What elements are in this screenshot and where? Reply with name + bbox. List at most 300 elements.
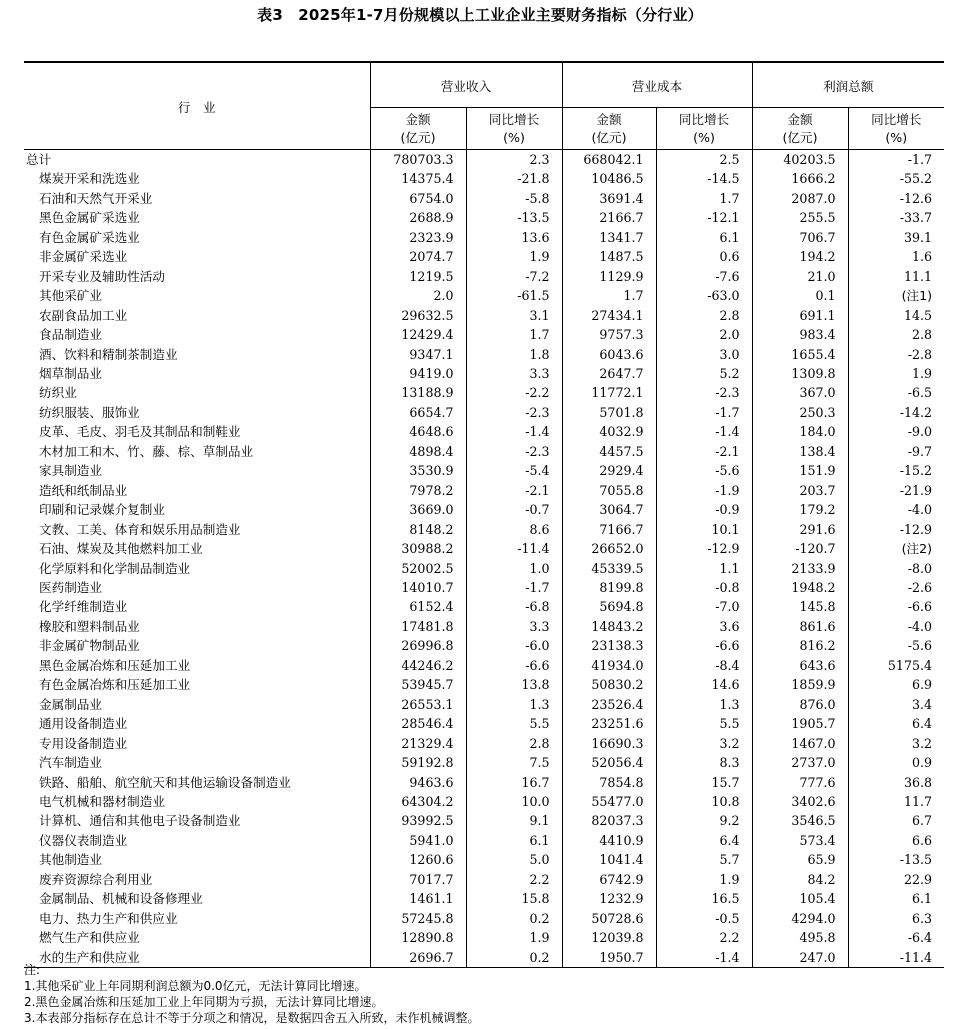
cost-growth-cell: 10.8 [656,792,752,811]
header-industry: 行 业 [24,62,370,150]
revenue-growth-cell: 0.2 [466,909,562,928]
profit-amount-cell: 3546.5 [752,811,848,830]
revenue-amount-cell: 57245.8 [370,909,466,928]
cost-amount-cell: 7166.7 [562,520,656,539]
cost-amount-cell: 11772.1 [562,383,656,402]
profit-growth-cell: -55.2 [848,169,944,188]
cost-amount-cell: 668042.1 [562,150,656,170]
table-row [24,286,944,305]
industry-name: 铁路、船舶、航空航天和其他运输设备制造业 [39,774,291,790]
table-body [24,150,944,968]
footnote-1: 1.其他采矿业上年同期利润总额为0.0亿元，无法计算同比增速。 [24,979,367,993]
revenue-growth-cell: 3.3 [466,617,562,636]
table-row [24,811,944,830]
cost-amount-cell: 82037.3 [562,811,656,830]
table-row [24,481,944,500]
table-row [24,325,944,344]
industry-name: 有色金属矿采选业 [39,229,140,245]
revenue-growth-cell: -61.5 [466,286,562,305]
profit-growth-cell: -14.2 [848,403,944,422]
revenue-amount-cell: 3669.0 [370,500,466,519]
industry-name: 酒、饮料和精制茶制造业 [39,346,178,362]
table-row [24,831,944,850]
profit-amount-cell: 247.0 [752,948,848,968]
cost-growth-cell: -1.4 [656,948,752,968]
cost-growth-cell: -1.7 [656,403,752,422]
cost-amount-cell: 23251.6 [562,714,656,733]
profit-growth-cell: 36.8 [848,773,944,792]
industry-name: 食品制造业 [39,327,102,343]
cost-amount-cell: 50728.6 [562,909,656,928]
cost-growth-cell: 3.2 [656,734,752,753]
table-row [24,267,944,286]
industry-name: 文教、工美、体育和娱乐用品制造业 [39,521,241,537]
profit-growth-cell: -9.0 [848,422,944,441]
revenue-growth-cell: 1.8 [466,345,562,364]
industry-name: 木材加工和木、竹、藤、棕、草制品业 [39,443,254,459]
profit-amount-cell: 495.8 [752,928,848,947]
revenue-growth-cell: 13.6 [466,228,562,247]
revenue-growth-cell: -5.4 [466,461,562,480]
industry-name: 电气机械和器材制造业 [39,793,165,809]
cost-growth-cell: -6.6 [656,636,752,655]
industry-name: 非金属矿采选业 [39,249,128,265]
table-row [24,247,944,266]
header-cost-growth: 同比增长 (%) [656,108,752,150]
industry-name: 电力、热力生产和供应业 [39,910,178,926]
revenue-amount-cell: 64304.2 [370,792,466,811]
industry-name: 家具制造业 [39,463,102,479]
revenue-growth-cell: 16.7 [466,773,562,792]
footnote-2: 2.黑色金属冶炼和压延加工业上年同期为亏损，无法计算同比增速。 [24,995,384,1009]
industry-name: 其他制造业 [39,852,102,868]
cost-growth-cell: -2.1 [656,442,752,461]
table-row [24,422,944,441]
cost-amount-cell: 1487.5 [562,247,656,266]
profit-amount-cell: 203.7 [752,481,848,500]
header-profit-amount: 金额 (亿元) [752,108,848,150]
header-revenue-growth: 同比增长 (%) [466,108,562,150]
industry-name: 金属制品、机械和设备修理业 [39,891,203,907]
revenue-growth-cell: -7.2 [466,267,562,286]
cost-growth-cell: -12.1 [656,208,752,227]
revenue-growth-cell: -1.4 [466,422,562,441]
cost-growth-cell: 3.6 [656,617,752,636]
cost-growth-cell: -0.9 [656,500,752,519]
industry-name: 纺织业 [39,385,77,401]
cost-growth-cell: 8.3 [656,753,752,772]
industry-name: 皮革、毛皮、羽毛及其制品和制鞋业 [39,424,241,440]
industry-name: 开采专业及辅助性活动 [39,268,165,284]
profit-amount-cell: 255.5 [752,208,848,227]
cost-growth-cell: 1.3 [656,695,752,714]
cost-growth-cell: 14.6 [656,675,752,694]
cost-amount-cell: 4457.5 [562,442,656,461]
profit-growth-cell: -12.9 [848,520,944,539]
cost-amount-cell: 6742.9 [562,870,656,889]
cost-growth-cell: -7.6 [656,267,752,286]
header-revenue: 营业收入 [370,62,562,108]
revenue-amount-cell: 30988.2 [370,539,466,558]
revenue-growth-cell: -2.3 [466,403,562,422]
profit-growth-cell: (注1) [848,286,944,305]
table-row [24,656,944,675]
table-row [24,714,944,733]
header-profit: 利润总额 [752,62,944,108]
profit-growth-cell: 11.7 [848,792,944,811]
revenue-amount-cell: 9347.1 [370,345,466,364]
cost-growth-cell: 6.1 [656,228,752,247]
table-row [24,792,944,811]
cost-growth-cell: 5.2 [656,364,752,383]
cost-growth-cell: 10.1 [656,520,752,539]
table-row [24,889,944,908]
profit-growth-cell: 5175.4 [848,656,944,675]
cost-amount-cell: 1950.7 [562,948,656,968]
table-row [24,169,944,188]
cost-growth-cell: -12.9 [656,539,752,558]
profit-growth-cell: -9.7 [848,442,944,461]
revenue-amount-cell: 1260.6 [370,850,466,869]
industry-name: 其他采矿业 [39,288,102,304]
revenue-amount-cell: 4898.4 [370,442,466,461]
cost-amount-cell: 55477.0 [562,792,656,811]
revenue-amount-cell: 12890.8 [370,928,466,947]
profit-growth-cell: -4.0 [848,500,944,519]
revenue-growth-cell: 13.8 [466,675,562,694]
table-row [24,345,944,364]
cost-amount-cell: 45339.5 [562,559,656,578]
profit-amount-cell: 876.0 [752,695,848,714]
revenue-growth-cell: -1.7 [466,578,562,597]
cost-growth-cell: -14.5 [656,169,752,188]
revenue-growth-cell: 1.9 [466,928,562,947]
table-row [24,695,944,714]
industry-name: 橡胶和塑料制品业 [39,618,140,634]
table-row [24,520,944,539]
profit-growth-cell: -6.4 [848,928,944,947]
cost-growth-cell: -8.4 [656,656,752,675]
revenue-growth-cell: -6.8 [466,597,562,616]
profit-growth-cell: 2.8 [848,325,944,344]
revenue-amount-cell: 44246.2 [370,656,466,675]
profit-amount-cell: 4294.0 [752,909,848,928]
revenue-amount-cell: 14010.7 [370,578,466,597]
revenue-amount-cell: 8148.2 [370,520,466,539]
table-row [24,208,944,227]
profit-amount-cell: 1309.8 [752,364,848,383]
profit-growth-cell: 6.1 [848,889,944,908]
cost-amount-cell: 14843.2 [562,617,656,636]
industry-name: 非金属矿物制品业 [39,638,140,654]
profit-amount-cell: 1905.7 [752,714,848,733]
revenue-amount-cell: 12429.4 [370,325,466,344]
footnote-3: 3.本表部分指标存在总计不等于分项之和情况，是数据四舍五入所致，未作机械调整。 [24,1011,480,1025]
cost-amount-cell: 6043.6 [562,345,656,364]
industry-name: 仪器仪表制造业 [39,832,128,848]
revenue-amount-cell: 93992.5 [370,811,466,830]
cost-amount-cell: 1341.7 [562,228,656,247]
profit-amount-cell: 184.0 [752,422,848,441]
cost-amount-cell: 23526.4 [562,695,656,714]
total-row [24,150,944,170]
revenue-growth-cell: 2.3 [466,150,562,170]
profit-growth-cell: -4.0 [848,617,944,636]
industry-name: 通用设备制造业 [39,716,128,732]
profit-amount-cell: 291.6 [752,520,848,539]
industry-name: 化学纤维制造业 [39,599,128,615]
cost-amount-cell: 7055.8 [562,481,656,500]
table-row [24,189,944,208]
revenue-growth-cell: 5.5 [466,714,562,733]
revenue-growth-cell: 5.0 [466,850,562,869]
footnote-label: 注: [24,963,41,977]
cost-growth-cell: 9.2 [656,811,752,830]
revenue-amount-cell: 7978.2 [370,481,466,500]
cost-amount-cell: 41934.0 [562,656,656,675]
industry-name: 石油、煤炭及其他燃料加工业 [39,541,203,557]
profit-amount-cell: 643.6 [752,656,848,675]
revenue-growth-cell: 1.9 [466,247,562,266]
cost-growth-cell: 2.2 [656,928,752,947]
revenue-growth-cell: -2.2 [466,383,562,402]
revenue-amount-cell: 2.0 [370,286,466,305]
revenue-growth-cell: -11.4 [466,539,562,558]
cost-amount-cell: 50830.2 [562,675,656,694]
header-profit-growth: 同比增长 (%) [848,108,944,150]
revenue-growth-cell: 3.1 [466,306,562,325]
cost-growth-cell: 3.0 [656,345,752,364]
cost-amount-cell: 27434.1 [562,306,656,325]
industry-name: 水的生产和供应业 [24,948,370,968]
cost-amount-cell: 3064.7 [562,500,656,519]
industry-name: 金属制品业 [39,696,102,712]
cost-amount-cell: 7854.8 [562,773,656,792]
cost-amount-cell: 1041.4 [562,850,656,869]
revenue-amount-cell: 2074.7 [370,247,466,266]
revenue-amount-cell: 6152.4 [370,597,466,616]
header-cost: 营业成本 [562,62,752,108]
profit-growth-cell: -13.5 [848,850,944,869]
cost-amount-cell: 2166.7 [562,208,656,227]
table-row [24,364,944,383]
profit-growth-cell: -6.6 [848,597,944,616]
revenue-amount-cell: 9463.6 [370,773,466,792]
revenue-amount-cell: 1219.5 [370,267,466,286]
profit-growth-cell: 6.3 [848,909,944,928]
table-row [24,539,944,558]
cost-growth-cell: -1.9 [656,481,752,500]
profit-amount-cell: 706.7 [752,228,848,247]
profit-growth-cell: 22.9 [848,870,944,889]
revenue-growth-cell: -6.6 [466,656,562,675]
revenue-amount-cell: 21329.4 [370,734,466,753]
cost-growth-cell: -7.0 [656,597,752,616]
profit-amount-cell: -120.7 [752,539,848,558]
profit-growth-cell: -15.2 [848,461,944,480]
cost-amount-cell: 2647.7 [562,364,656,383]
profit-growth-cell: 14.5 [848,306,944,325]
industry-name: 烟草制品业 [39,365,102,381]
revenue-amount-cell: 17481.8 [370,617,466,636]
revenue-amount-cell: 5941.0 [370,831,466,850]
cost-amount-cell: 3691.4 [562,189,656,208]
industry-name: 计算机、通信和其他电子设备制造业 [39,813,241,829]
cost-growth-cell: 2.8 [656,306,752,325]
revenue-growth-cell: 8.6 [466,520,562,539]
table-row [24,403,944,422]
profit-growth-cell: -12.6 [848,189,944,208]
revenue-growth-cell: 2.2 [466,870,562,889]
revenue-amount-cell: 6754.0 [370,189,466,208]
revenue-growth-cell: -13.5 [466,208,562,227]
cost-growth-cell: -0.8 [656,578,752,597]
cost-amount-cell: 52056.4 [562,753,656,772]
table-row [24,578,944,597]
table-row [24,383,944,402]
financial-indicators-table [24,61,944,968]
table-row [24,559,944,578]
profit-amount-cell: 777.6 [752,773,848,792]
industry-name: 煤炭开采和洗选业 [39,171,140,187]
profit-growth-cell: (注2) [848,539,944,558]
revenue-growth-cell: -2.1 [466,481,562,500]
profit-amount-cell: 145.8 [752,597,848,616]
profit-growth-cell: -11.4 [848,948,944,968]
profit-growth-cell: 39.1 [848,228,944,247]
industry-name: 化学原料和化学制品制造业 [39,560,191,576]
table-row [24,773,944,792]
cost-amount-cell: 5701.8 [562,403,656,422]
cost-amount-cell: 26652.0 [562,539,656,558]
revenue-amount-cell: 53945.7 [370,675,466,694]
revenue-growth-cell: 9.1 [466,811,562,830]
revenue-growth-cell: 1.7 [466,325,562,344]
revenue-amount-cell: 26553.1 [370,695,466,714]
revenue-growth-cell: -2.3 [466,442,562,461]
profit-amount-cell: 1655.4 [752,345,848,364]
cost-growth-cell: 5.7 [656,850,752,869]
revenue-amount-cell: 29632.5 [370,306,466,325]
revenue-growth-cell: -5.8 [466,189,562,208]
revenue-amount-cell: 780703.3 [370,150,466,170]
revenue-growth-cell: 3.3 [466,364,562,383]
table-row [24,306,944,325]
table-row [24,734,944,753]
industry-name: 专用设备制造业 [39,735,128,751]
profit-amount-cell: 861.6 [752,617,848,636]
header-cost-amount: 金额 (亿元) [562,108,656,150]
profit-amount-cell: 983.4 [752,325,848,344]
table-row [24,500,944,519]
revenue-amount-cell: 2323.9 [370,228,466,247]
cost-growth-cell: -5.6 [656,461,752,480]
table-row [24,753,944,772]
revenue-amount-cell: 7017.7 [370,870,466,889]
revenue-amount-cell: 3530.9 [370,461,466,480]
industry-name: 总计 [26,152,52,167]
cost-amount-cell: 8199.8 [562,578,656,597]
industry-name: 废弃资源综合利用业 [39,871,153,887]
table-row [24,909,944,928]
industry-name: 石油和天然气开采业 [39,190,153,206]
profit-amount-cell: 3402.6 [752,792,848,811]
revenue-growth-cell: 15.8 [466,889,562,908]
profit-growth-cell: 3.4 [848,695,944,714]
revenue-amount-cell: 2688.9 [370,208,466,227]
cost-amount-cell: 5694.8 [562,597,656,616]
profit-growth-cell: 6.7 [848,811,944,830]
table-title: 表3 2025年1-7月份规模以上工业企业主要财务指标（分行业） [257,6,703,24]
cost-amount-cell: 1232.9 [562,889,656,908]
profit-amount-cell: 2133.9 [752,559,848,578]
profit-amount-cell: 1666.2 [752,169,848,188]
cost-growth-cell: -63.0 [656,286,752,305]
profit-amount-cell: 691.1 [752,306,848,325]
revenue-growth-cell: 0.2 [466,948,562,968]
table-row [24,928,944,947]
table-row [24,870,944,889]
revenue-amount-cell: 6654.7 [370,403,466,422]
revenue-growth-cell: -6.0 [466,636,562,655]
industry-name: 有色金属冶炼和压延加工业 [39,677,191,693]
table-row [24,850,944,869]
profit-amount-cell: 0.1 [752,286,848,305]
cost-amount-cell: 9757.3 [562,325,656,344]
revenue-amount-cell: 52002.5 [370,559,466,578]
industry-name: 黑色金属矿采选业 [39,210,140,226]
profit-amount-cell: 151.9 [752,461,848,480]
cost-amount-cell: 16690.3 [562,734,656,753]
profit-amount-cell: 2087.0 [752,189,848,208]
cost-amount-cell: 1.7 [562,286,656,305]
table-row [24,597,944,616]
profit-amount-cell: 2737.0 [752,753,848,772]
profit-growth-cell: 6.9 [848,675,944,694]
revenue-amount-cell: 13188.9 [370,383,466,402]
table-row [24,461,944,480]
revenue-amount-cell: 59192.8 [370,753,466,772]
cost-growth-cell: 1.7 [656,189,752,208]
profit-amount-cell: 367.0 [752,383,848,402]
cost-amount-cell: 4410.9 [562,831,656,850]
profit-amount-cell: 816.2 [752,636,848,655]
cost-growth-cell: 5.5 [656,714,752,733]
revenue-amount-cell: 2696.7 [370,948,466,968]
profit-amount-cell: 21.0 [752,267,848,286]
profit-amount-cell: 65.9 [752,850,848,869]
profit-amount-cell: 250.3 [752,403,848,422]
profit-amount-cell: 105.4 [752,889,848,908]
profit-amount-cell: 179.2 [752,500,848,519]
profit-growth-cell: -5.6 [848,636,944,655]
cost-amount-cell: 23138.3 [562,636,656,655]
cost-growth-cell: 2.5 [656,150,752,170]
profit-growth-cell: -8.0 [848,559,944,578]
industry-name: 医药制造业 [39,579,102,595]
revenue-growth-cell: 1.3 [466,695,562,714]
table-row [24,228,944,247]
revenue-growth-cell: -21.8 [466,169,562,188]
cost-amount-cell: 1129.9 [562,267,656,286]
profit-growth-cell: 1.6 [848,247,944,266]
industry-name: 农副食品加工业 [39,307,128,323]
profit-growth-cell: 1.9 [848,364,944,383]
header-revenue-amount: 金额 (亿元) [370,108,466,150]
profit-growth-cell: -2.8 [848,345,944,364]
cost-growth-cell: -1.4 [656,422,752,441]
cost-amount-cell: 2929.4 [562,461,656,480]
